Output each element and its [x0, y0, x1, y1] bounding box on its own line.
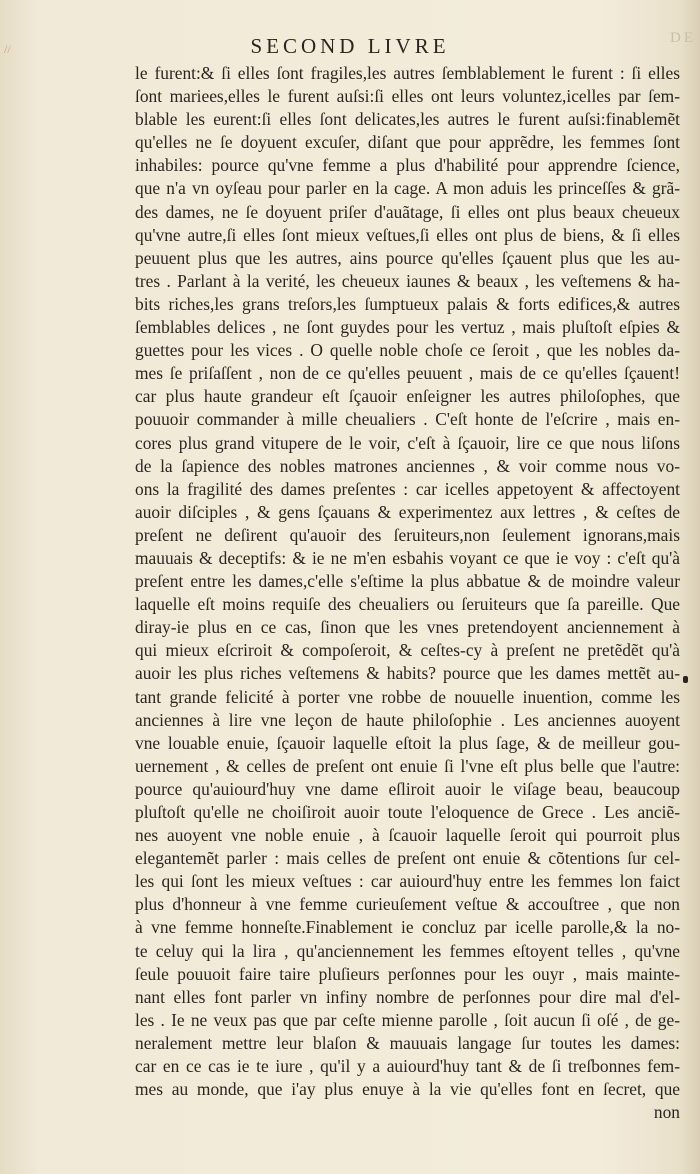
text-line: de la ſapience des nobles matrones anciennes , & voir comme nous vo- [135, 455, 680, 476]
text-line: les . Ie ne veux pas que par ceſte mienne parolle , ſoit aucun ſi oſé , de ge- [135, 1009, 680, 1030]
text-line: inhabiles: pource qu'vne femme a plus d'habilité pour apprendre ſcience, [135, 155, 680, 176]
text-line: anciennes à lire vne leçon de haute philoſophie . Les anciennes auoyent [135, 709, 680, 730]
text-line: auoir les plus riches veſtemens & habits? pource que les dames mettẽt au- [135, 663, 680, 684]
text-line: ſont mariees,elles le furent auſsi:ſi elles ont leurs voluntez,icelles par ſem- [135, 86, 680, 107]
text-line: nant elles font parler vn infiny nombre de perſonnes pour dire mal d'el- [135, 986, 680, 1007]
text-line: ſemblables delices , ne ſont guydes pour les vertuz , mais pluſtoſt eſpies & [135, 317, 680, 338]
text-line: cores plus grand vitupere de le voir, c'eſt à ſçauoir, lire ce que nous liſons [135, 432, 680, 453]
text-line: à vne femme honneſte.Finablement ie concluz par icelle parolle,& la no- [135, 917, 680, 938]
text-line: mes au monde, que i'ay plus enuye à la vie qu'elles font en ſecret, que [135, 1079, 680, 1100]
text-line: des dames, ne ſe doyuent priſer d'auãtage, ſi elles ont plus beaux cheueux [135, 201, 680, 222]
text-line: car plus haute grandeur eſt ſçauoir enſeigner les autres philoſophes, que [135, 386, 680, 407]
text-line: pource qu'auiourd'huy vne dame eſliroit auoir le viſage beau, beaucoup [135, 778, 680, 799]
text-line: tant grande felicité à porter vne robbe de nouuelle inuention, comme les [135, 686, 680, 707]
text-line: mauuais & deceptifs: & ie ne m'en esbahis voyant ce que ie voy : c'eſt qu'à [135, 547, 680, 568]
text-line: mes ſe priſaſſent , non de ce qu'elles peuuent , mais de ce qu'elles ſçauent! [135, 363, 680, 384]
text-line: les qui ſont les mieux veſtues : car auiourd'huy entre les femmes lon faict [135, 871, 680, 892]
text-line: diray-ie plus en ce cas, ſinon que les vnes pretendoyent anciennement à [135, 617, 680, 638]
text-line: uernement , & celles de preſent ont enuie ſi l'vne eſt plus belle que l'autre: [135, 755, 680, 776]
text-block [135, 62, 680, 1124]
text-line: elegantemẽt parler : mais celles de preſent ont enuie & cõtentions ſur cel- [135, 848, 680, 869]
text-line: qu'elles ne ſe doyuent excuſer, diſant que pour apprẽdre, les femmes ſont [135, 132, 680, 153]
text-line: ſeule pouuoit faire taire pluſieurs perſonnes pour les ouyr , mais mainte- [135, 963, 680, 984]
text-line: pluſtoſt qu'elle ne choiſiroit auoir toute l'eloquence de Grece . Les anciẽ- [135, 802, 680, 822]
text-line: ons la fragilité des dames preſentes : car icelles appetoyent & affectoyent [135, 478, 680, 499]
running-head: SECOND LIVRE [250, 34, 450, 58]
text-line: qu'vne autre,ſi elles ſont mieux veſtues,ſi elles ont plus de biens, & ſi elles [135, 224, 680, 245]
text-line: preſent ne deſirent qu'auoir des ſeruiteurs,non ſeulement ignorans,mais [135, 524, 680, 545]
gutter-mark: // [4, 42, 11, 56]
text-line: pouuoir commander à mille cheualiers . C'eſt honte de l'eſcrire , mais en- [135, 409, 680, 430]
text-line: neralement mettre leur blaſon & mauuais langage ſur toutes les dames: [135, 1032, 680, 1053]
text-line: blable les eurent:ſi elles ſont delicates,les autres le furent auſsi:finablemẽt [135, 109, 680, 130]
text-line: preſent entre les dames,c'elle s'eſtime la plus abbatue & de moindre valeur [135, 571, 680, 592]
text-line: guettes pour les vices . O quelle noble choſe ce ſeroit , que les nobles da- [135, 340, 680, 361]
text-line: qui mieux eſcriroit & compoſeroit, & ceſtes-cy à preſent ne pretẽdẽt qu'à [135, 640, 680, 661]
text-line: plus d'honneur à vne femme curieuſement veſtue & accouſtree , que non [135, 894, 680, 915]
text-line: bits riches,les grans treſors,les ſumptueux palais & forts edifices,& autres [135, 293, 680, 314]
text-line: que n'a vn oyſeau pour parler en la cage. A mon aduis les princeſſes & grã- [135, 178, 680, 199]
text-line: le furent:& ſi elles ſont fragiles,les autres ſemblablement le furent : ſi elles [135, 63, 680, 83]
text-line: laquelle eſt moins requiſe des cheualiers ou ſeruiteurs que ſa pareille. Que [135, 594, 680, 615]
text-line: nes auoyent vne noble enuie , à ſcauoir laquelle ſeroit qui pourroit plus [135, 825, 680, 846]
text-line: vne louable enuie, ſçauoir laquelle eſtoit la plus ſage, & de meilleur gou- [135, 732, 680, 753]
bleed-through-text: DE [670, 30, 696, 46]
text-line: car en ce cas ie te iure , qu'il y a auiourd'huy tant & de ſi treſbonnes fem- [135, 1056, 680, 1077]
margin-ink-mark [683, 676, 688, 683]
text-line: auoir diſciples , & gens ſçauans & experimentez aux lettres , & ceſtes de [135, 501, 680, 522]
text-line: peuuent plus que les autres, ains pource qu'elles ſçauent plus que les au- [135, 247, 680, 268]
catchword: non [653, 1102, 680, 1123]
text-line: tres . Parlant à la verité, les cheueux iaunes & beaux , les veſtemens & ha- [135, 270, 680, 291]
text-line: te celuy qui la lira , qu'anciennement les femmes eſtoyent telles , qu'vne [135, 940, 680, 961]
